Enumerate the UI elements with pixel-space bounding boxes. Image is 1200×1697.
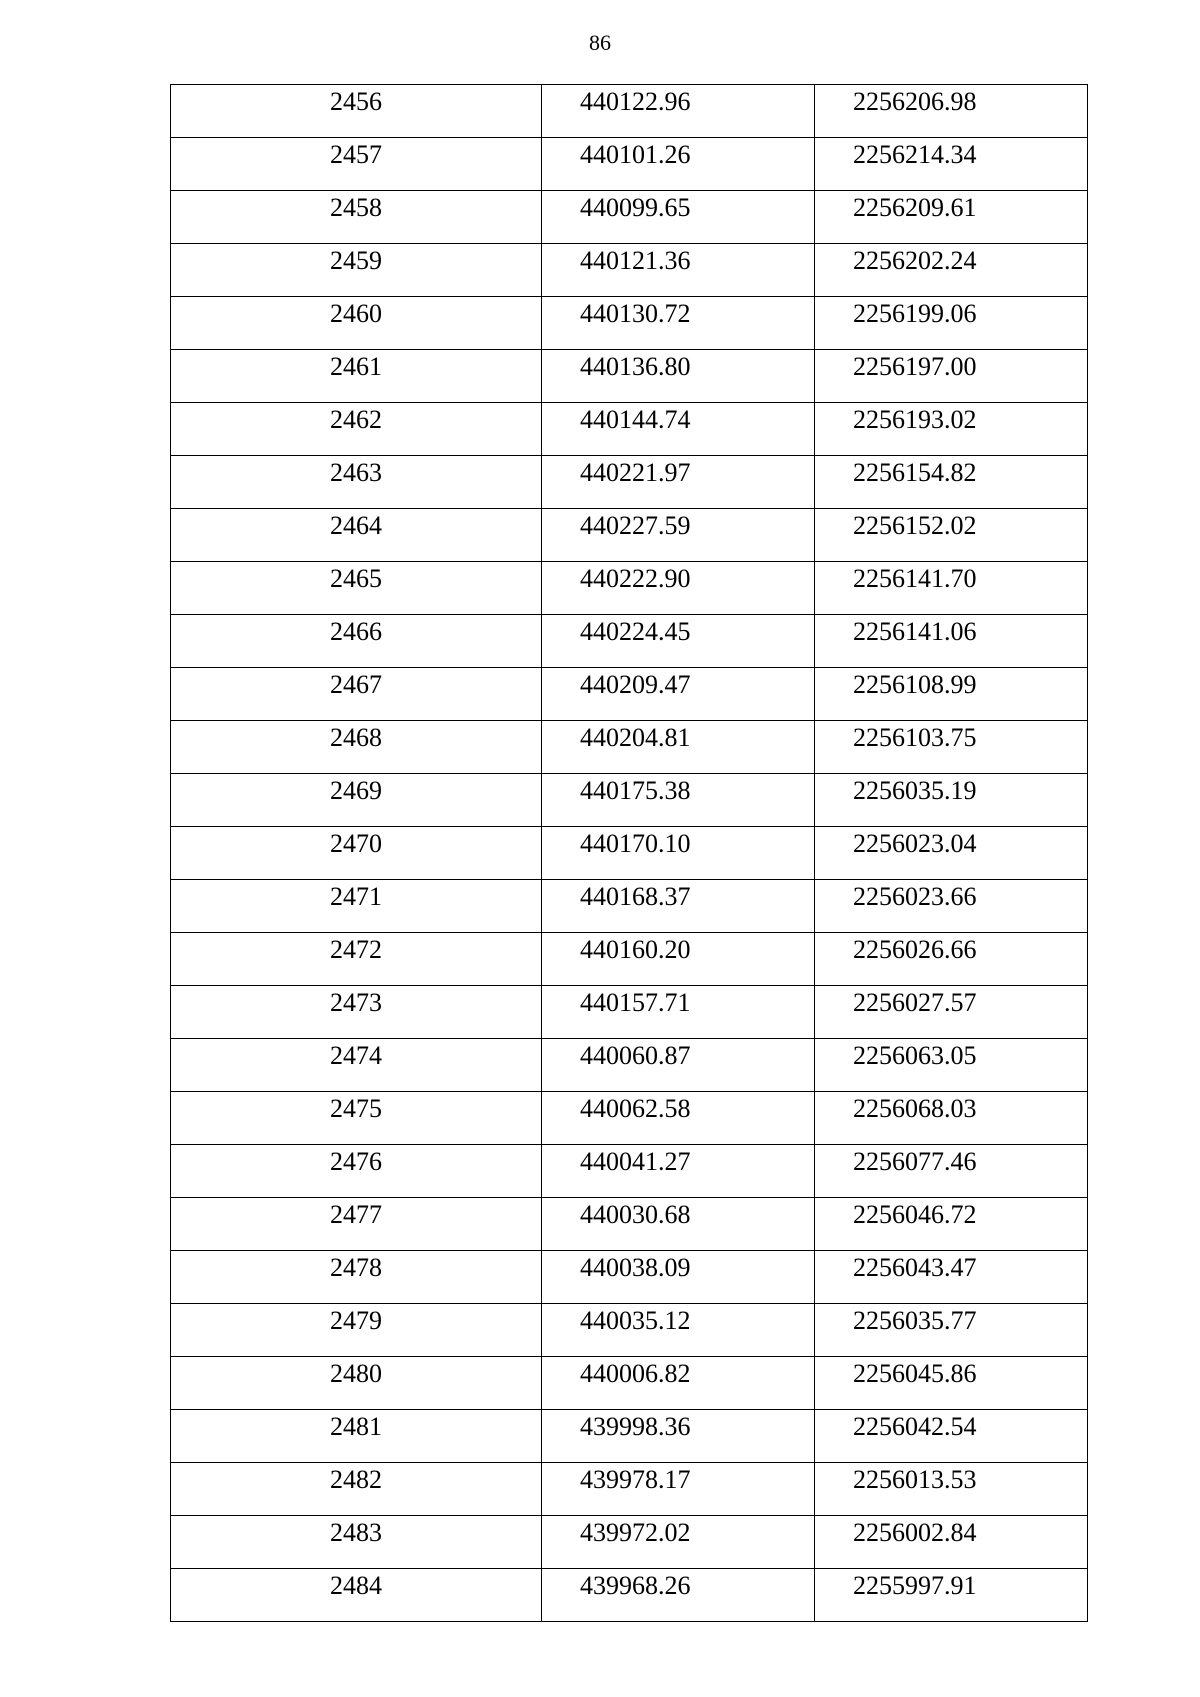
- y-coordinate-cell: 2256002.84: [815, 1516, 1088, 1569]
- point-number-cell: 2468: [171, 721, 542, 774]
- y-coordinate-cell: 2256045.86: [815, 1357, 1088, 1410]
- y-coordinate-cell: 2256141.06: [815, 615, 1088, 668]
- table-row: [171, 1463, 1088, 1516]
- y-coordinate-cell: 2256077.46: [815, 1145, 1088, 1198]
- table-row: [171, 350, 1088, 403]
- table-row: [171, 1410, 1088, 1463]
- x-coordinate-cell: 440041.27: [542, 1145, 815, 1198]
- point-number-cell: 2459: [171, 244, 542, 297]
- point-number-cell: 2456: [171, 85, 542, 138]
- y-coordinate-cell: 2256035.19: [815, 774, 1088, 827]
- y-coordinate-cell: 2256042.54: [815, 1410, 1088, 1463]
- point-number-cell: 2470: [171, 827, 542, 880]
- x-coordinate-cell: 440170.10: [542, 827, 815, 880]
- point-number-cell: 2463: [171, 456, 542, 509]
- table-row: [171, 297, 1088, 350]
- x-coordinate-cell: 440006.82: [542, 1357, 815, 1410]
- point-number-cell: 2460: [171, 297, 542, 350]
- point-number-cell: 2462: [171, 403, 542, 456]
- coordinates-table: [170, 84, 1088, 1622]
- y-coordinate-cell: 2256035.77: [815, 1304, 1088, 1357]
- table-row: [171, 562, 1088, 615]
- x-coordinate-cell: 440160.20: [542, 933, 815, 986]
- point-number-cell: 2469: [171, 774, 542, 827]
- y-coordinate-cell: 2256013.53: [815, 1463, 1088, 1516]
- table-row: [171, 85, 1088, 138]
- table-row: [171, 456, 1088, 509]
- y-coordinate-cell: 2256068.03: [815, 1092, 1088, 1145]
- y-coordinate-cell: 2256152.02: [815, 509, 1088, 562]
- page-number: 86: [589, 30, 611, 55]
- point-number-cell: 2483: [171, 1516, 542, 1569]
- point-number-cell: 2472: [171, 933, 542, 986]
- point-number-cell: 2465: [171, 562, 542, 615]
- x-coordinate-cell: 439972.02: [542, 1516, 815, 1569]
- x-coordinate-cell: 440175.38: [542, 774, 815, 827]
- x-coordinate-cell: 440035.12: [542, 1304, 815, 1357]
- point-number-cell: 2473: [171, 986, 542, 1039]
- table-row: [171, 1304, 1088, 1357]
- table-row: [171, 1357, 1088, 1410]
- x-coordinate-cell: 440136.80: [542, 350, 815, 403]
- point-number-cell: 2474: [171, 1039, 542, 1092]
- point-number-cell: 2484: [171, 1569, 542, 1622]
- y-coordinate-cell: 2256202.24: [815, 244, 1088, 297]
- x-coordinate-cell: 439998.36: [542, 1410, 815, 1463]
- point-number-cell: 2477: [171, 1198, 542, 1251]
- table-row: [171, 509, 1088, 562]
- y-coordinate-cell: 2256154.82: [815, 456, 1088, 509]
- point-number-cell: 2457: [171, 138, 542, 191]
- x-coordinate-cell: 440168.37: [542, 880, 815, 933]
- point-number-cell: 2471: [171, 880, 542, 933]
- x-coordinate-cell: 440038.09: [542, 1251, 815, 1304]
- x-coordinate-cell: 440157.71: [542, 986, 815, 1039]
- x-coordinate-cell: 440221.97: [542, 456, 815, 509]
- y-coordinate-cell: 2256108.99: [815, 668, 1088, 721]
- y-coordinate-cell: 2256027.57: [815, 986, 1088, 1039]
- table-row: [171, 774, 1088, 827]
- table-row: [171, 1039, 1088, 1092]
- table-row: [171, 1198, 1088, 1251]
- point-number-cell: 2479: [171, 1304, 542, 1357]
- point-number-cell: 2476: [171, 1145, 542, 1198]
- x-coordinate-cell: 440101.26: [542, 138, 815, 191]
- x-coordinate-cell: 440204.81: [542, 721, 815, 774]
- table-row: [171, 1092, 1088, 1145]
- point-number-cell: 2467: [171, 668, 542, 721]
- table-row: [171, 933, 1088, 986]
- y-coordinate-cell: 2255997.91: [815, 1569, 1088, 1622]
- x-coordinate-cell: 440062.58: [542, 1092, 815, 1145]
- y-coordinate-cell: 2256206.98: [815, 85, 1088, 138]
- table-row: [171, 1251, 1088, 1304]
- point-number-cell: 2482: [171, 1463, 542, 1516]
- table-row: [171, 138, 1088, 191]
- table-row: [171, 668, 1088, 721]
- table-row: [171, 827, 1088, 880]
- y-coordinate-cell: 2256026.66: [815, 933, 1088, 986]
- x-coordinate-cell: 439978.17: [542, 1463, 815, 1516]
- point-number-cell: 2480: [171, 1357, 542, 1410]
- table-row: [171, 1516, 1088, 1569]
- x-coordinate-cell: 440144.74: [542, 403, 815, 456]
- y-coordinate-cell: 2256103.75: [815, 721, 1088, 774]
- point-number-cell: 2475: [171, 1092, 542, 1145]
- x-coordinate-cell: 440121.36: [542, 244, 815, 297]
- table-row: [171, 244, 1088, 297]
- x-coordinate-cell: 440030.68: [542, 1198, 815, 1251]
- x-coordinate-cell: 440099.65: [542, 191, 815, 244]
- x-coordinate-cell: 440060.87: [542, 1039, 815, 1092]
- table-row: [171, 986, 1088, 1039]
- point-number-cell: 2478: [171, 1251, 542, 1304]
- y-coordinate-cell: 2256141.70: [815, 562, 1088, 615]
- point-number-cell: 2461: [171, 350, 542, 403]
- y-coordinate-cell: 2256193.02: [815, 403, 1088, 456]
- point-number-cell: 2481: [171, 1410, 542, 1463]
- y-coordinate-cell: 2256046.72: [815, 1198, 1088, 1251]
- y-coordinate-cell: 2256214.34: [815, 138, 1088, 191]
- x-coordinate-cell: 440224.45: [542, 615, 815, 668]
- x-coordinate-cell: 440227.59: [542, 509, 815, 562]
- y-coordinate-cell: 2256023.04: [815, 827, 1088, 880]
- table-row: [171, 721, 1088, 774]
- table-row: [171, 403, 1088, 456]
- y-coordinate-cell: 2256197.00: [815, 350, 1088, 403]
- point-number-cell: 2464: [171, 509, 542, 562]
- coordinates-table-body: [171, 85, 1088, 1622]
- x-coordinate-cell: 440122.96: [542, 85, 815, 138]
- y-coordinate-cell: 2256209.61: [815, 191, 1088, 244]
- table-row: [171, 1145, 1088, 1198]
- table-row: [171, 191, 1088, 244]
- y-coordinate-cell: 2256063.05: [815, 1039, 1088, 1092]
- table-row: [171, 880, 1088, 933]
- x-coordinate-cell: 439968.26: [542, 1569, 815, 1622]
- table-row: [171, 615, 1088, 668]
- table-row: [171, 1569, 1088, 1622]
- x-coordinate-cell: 440209.47: [542, 668, 815, 721]
- x-coordinate-cell: 440130.72: [542, 297, 815, 350]
- point-number-cell: 2466: [171, 615, 542, 668]
- point-number-cell: 2458: [171, 191, 542, 244]
- x-coordinate-cell: 440222.90: [542, 562, 815, 615]
- y-coordinate-cell: 2256023.66: [815, 880, 1088, 933]
- y-coordinate-cell: 2256199.06: [815, 297, 1088, 350]
- y-coordinate-cell: 2256043.47: [815, 1251, 1088, 1304]
